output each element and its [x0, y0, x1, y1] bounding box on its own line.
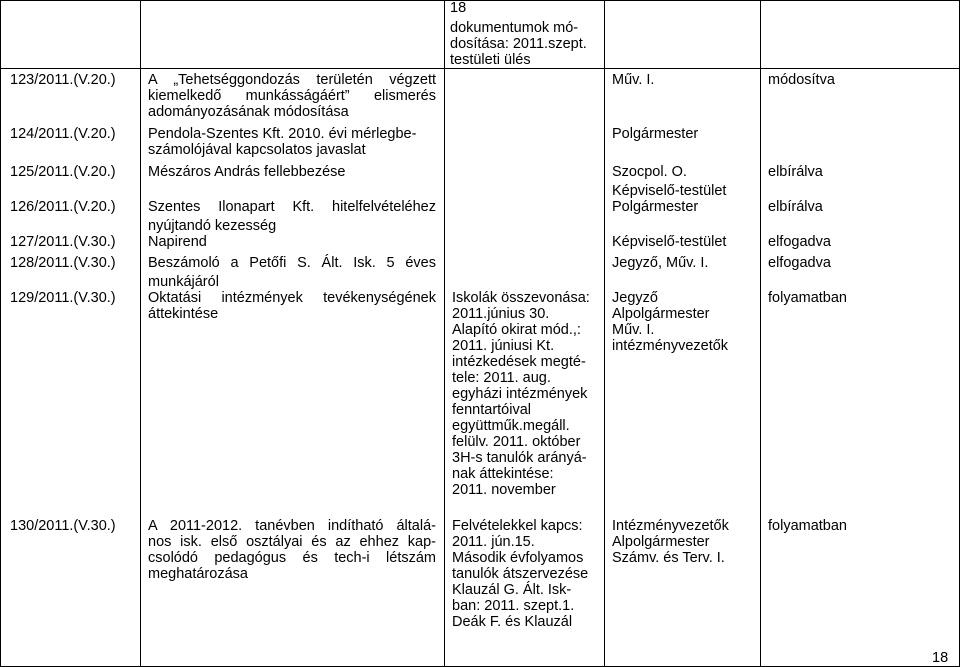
- resolution-subject: [148, 518, 436, 582]
- subject-line: Pendola-Szentes Kft. 2010. évi mérlegbe-: [148, 126, 417, 142]
- resolution-responsible: Képviselő-testület: [612, 234, 727, 250]
- subject-line: A 2011-2012. tanévben indítható általá-: [148, 518, 436, 534]
- subject-line: áttekintése: [148, 306, 219, 322]
- resolution-subject: Mészáros András fellebbezése: [148, 164, 346, 180]
- previous-row-fragment: [450, 20, 587, 68]
- fragment-line: dosítása: 2011.szept.: [450, 36, 587, 52]
- resolution-responsible: Polgármester: [612, 126, 699, 142]
- page-number-top: 18: [450, 0, 467, 16]
- fragment-line: dokumentumok mó-: [450, 20, 579, 36]
- subject-line: kiemelkedő munkásságáért” elismerés: [148, 88, 436, 104]
- resolution-status: elbírálva: [768, 199, 823, 215]
- resolution-status: folyamatban: [768, 518, 847, 534]
- resolution-responsible: [612, 290, 728, 354]
- deadline-line: 2011. november: [452, 482, 556, 498]
- resolution-id: 123/2011.(V.20.): [10, 72, 116, 88]
- responsible-line: Jegyző: [612, 290, 658, 306]
- subject-line: nyújtandó kezesség: [148, 218, 277, 234]
- responsible-line: Képviselő-testület: [612, 183, 727, 199]
- deadline-line: 2011. júniusi Kt.: [452, 338, 555, 354]
- deadline-line: 3H-s tanulók arányá-: [452, 450, 587, 466]
- table-rule: [604, 0, 605, 666]
- responsible-line: Alpolgármester: [612, 306, 710, 322]
- resolution-subject: [148, 126, 436, 158]
- deadline-line: tele: 2011. aug.: [452, 370, 551, 386]
- responsible-line: Intézményvezetők: [612, 518, 729, 534]
- resolution-status: elfogadva: [768, 255, 831, 271]
- responsible-line: Szocpol. O.: [612, 164, 687, 180]
- resolution-responsible: Polgármester: [612, 199, 699, 215]
- resolution-id: 124/2011.(V.20.): [10, 126, 116, 142]
- resolution-deadline: [452, 290, 590, 498]
- resolution-subject: Napirend: [148, 234, 207, 250]
- resolution-subject: [148, 72, 436, 120]
- table-rule: [0, 0, 960, 1]
- resolution-responsible: [612, 518, 729, 566]
- deadline-line: Alapító okirat mód.,:: [452, 322, 581, 338]
- deadline-line: Második évfolyamos: [452, 550, 584, 566]
- deadline-line: ban: 2011. szept.1.: [452, 598, 575, 614]
- fragment-line: testületi ülés: [450, 52, 531, 68]
- resolution-status: módosítva: [768, 72, 835, 88]
- subject-line: meghatározása: [148, 566, 248, 582]
- subject-line: számolójával kapcsolatos javaslat: [148, 142, 366, 158]
- resolution-id: 125/2011.(V.20.): [10, 164, 116, 180]
- deadline-line: Deák F. és Klauzál: [452, 614, 573, 630]
- deadline-line: Klauzál G. Ált. Isk-: [452, 582, 572, 598]
- deadline-line: intézkedések megté-: [452, 354, 586, 370]
- resolution-subject: [148, 290, 436, 322]
- subject-line: csolódó pedagógus és tech-i létszám: [148, 550, 436, 566]
- resolution-id: 128/2011.(V.30.): [10, 255, 116, 271]
- resolution-id: 130/2011.(V.30.): [10, 518, 116, 534]
- table-rule: [0, 68, 960, 69]
- table-rule: [444, 0, 445, 666]
- responsible-line: Műv. I.: [612, 322, 655, 338]
- responsible-line: intézményvezetők: [612, 338, 729, 354]
- resolution-responsible: [612, 164, 726, 199]
- resolution-status: folyamatban: [768, 290, 847, 306]
- responsible-line: Alpolgármester: [612, 534, 710, 550]
- deadline-line: 2011.június 30.: [452, 306, 550, 322]
- page-number-bottom: 18: [932, 650, 949, 666]
- subject-line: nos isk. első osztályai és az ehhez kap-: [148, 534, 436, 550]
- deadline-line: tanulók átszervezése: [452, 566, 589, 582]
- resolution-responsible: Műv. I.: [612, 72, 655, 88]
- table-rule: [140, 0, 141, 666]
- resolution-status: elbírálva: [768, 164, 823, 180]
- resolution-id: 126/2011.(V.20.): [10, 199, 116, 215]
- resolution-id: 127/2011.(V.30.): [10, 234, 116, 250]
- responsible-line: Számv. és Terv. I.: [612, 550, 725, 566]
- table-rule: [760, 0, 761, 666]
- deadline-line: egyházi intézmények: [452, 386, 588, 402]
- subject-line: munkájáról: [148, 274, 219, 290]
- deadline-line: Iskolák összevonása:: [452, 290, 590, 306]
- deadline-line: együttműk.megáll.: [452, 418, 570, 434]
- resolution-subject: [148, 199, 436, 234]
- deadline-line: felülv. 2011. október: [452, 434, 581, 450]
- table-rule: [0, 0, 1, 666]
- deadline-line: Felvételekkel kapcs:: [452, 518, 583, 534]
- resolution-id: 129/2011.(V.30.): [10, 290, 116, 306]
- resolution-subject: [148, 255, 436, 290]
- subject-line: A „Tehetséggondozás területén végzett: [148, 72, 436, 88]
- resolution-responsible: Jegyző, Műv. I.: [612, 255, 709, 271]
- subject-line: Beszámoló a Petőfi S. Ált. Isk. 5 éves: [148, 255, 436, 271]
- resolution-status: elfogadva: [768, 234, 831, 250]
- subject-line: adományozásának módosítása: [148, 104, 349, 120]
- deadline-line: nak áttekintése:: [452, 466, 554, 482]
- subject-line: Oktatási intézmények tevékenységének: [148, 290, 436, 306]
- deadline-line: 2011. jún.15.: [452, 534, 535, 550]
- resolution-deadline: [452, 518, 588, 630]
- subject-line: Szentes Ilonapart Kft. hitelfelvételéhez: [148, 199, 436, 215]
- deadline-line: fenntartóival: [452, 402, 531, 418]
